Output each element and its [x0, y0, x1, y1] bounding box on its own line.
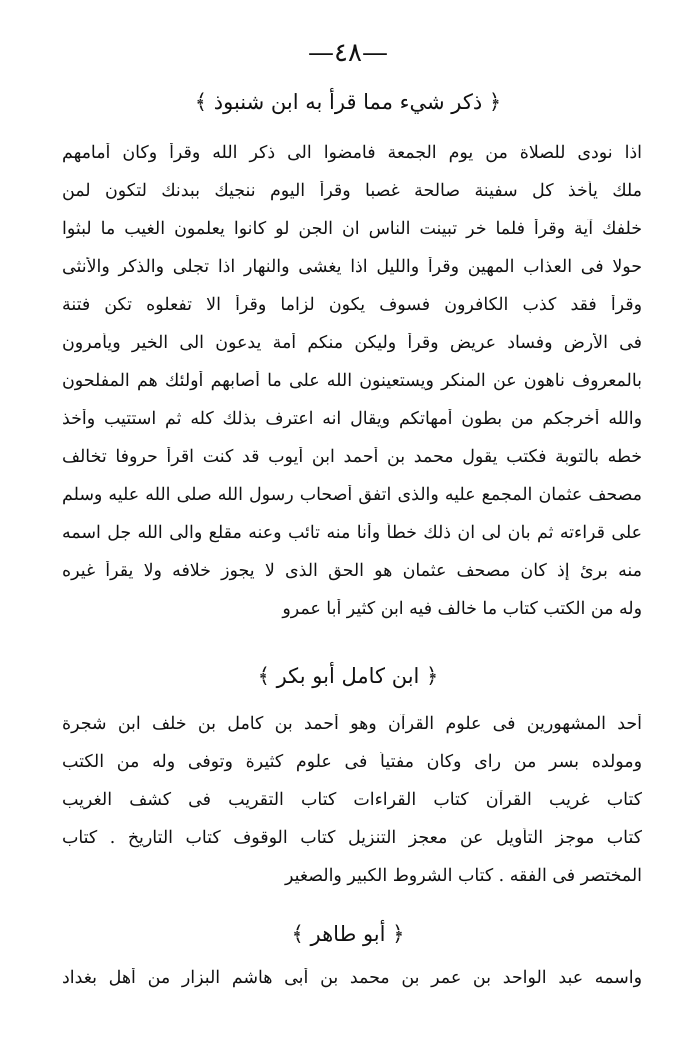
text-line: حولا فى العذاب المهين وقرأ والليل اذا يغشى والنهار اذا تجلى والذكر والأنثى	[62, 257, 642, 277]
text-line: على قراءته ثم بان لى ان ذلك خطأ وأنا منه تائب وعنه مقلع والى الله جل اسمه	[62, 523, 642, 543]
section-heading-ibn-shanbudh: ﴿ ذكر شيء مما قرأ به ابن شنبوذ ﴾	[194, 90, 502, 114]
text-line: والله أخرجكم من بطون أمهاتكم ويقال انه اعترف بذلك كله ثم استتيب وأخذ	[62, 409, 642, 429]
text-line: منه برئ إذ كان مصحف عثمان هو الحق الذى لا يجوز خلافه ولا يقرأ غيره	[62, 561, 642, 581]
text-line: ومولده بسر من راى وكان مفتياً فى علوم كثيرة وتوفى وله من الكتب	[62, 752, 642, 772]
text-line: المختصر فى الفقه . كتاب الشروط الكبير والصغير	[284, 866, 642, 886]
text-line: خطه بالتوبة فكتب يقول محمد بن أحمد ابن أيوب قد كنت اقرأ حروفا تخالف	[62, 447, 642, 467]
text-line: اذا نودى للصلاة من يوم الجمعة فامضوا الى ذكر الله وقرأ وكان أمامهم	[62, 143, 642, 163]
text-line: خلفك آية وقرأ فلما خر تبينت الناس ان الجن لو كانوا يعلمون الغيب ما لبثوا	[62, 219, 642, 239]
text-line: فى الأرض وفساد عريض وقرأ وليكن منكم أمة يدعون الى الخير ويأمرون	[62, 333, 642, 353]
text-line: كتاب موجز التأويل عن معجز التنزيل كتاب الوقوف كتاب التاريخ . كتاب	[62, 828, 642, 848]
text-line: وله من الكتب كتاب ما خالف فيه ابن كثير أبا عمرو	[282, 599, 642, 619]
text-line: مصحف عثمان المجمع عليه والذى اتفق أصحاب رسول الله صلى الله عليه وسلم	[62, 485, 642, 505]
text-line: وقرأ فقد كذب الكافرون فسوف يكون لزاما وقرأ الا تفعلوه تكن فتنة	[62, 295, 642, 315]
text-line: كتاب غريب القرآن كتاب القراءات كتاب التقريب فى كشف الغريب	[62, 790, 642, 810]
text-line: أحد المشهورين فى علوم القرآن وهو أحمد بن كامل بن خلف ابن شجرة	[62, 714, 642, 734]
section-heading-abu-tahir: ﴿ أبو طاهر ﴾	[291, 922, 405, 946]
text-line: ملك يأخذ كل سفينة صالحة غصبا وقرأ اليوم ننجيك ببدنك لتكون لمن	[62, 181, 642, 201]
text-line: واسمه عبد الواحد بن عمر بن محمد بن أبى هاشم البزار من أهل بغداد	[62, 968, 642, 988]
text-line: بالمعروف ناهون عن المنكر ويستعينون الله على ما أصابهم أولئك هم المفلحون	[62, 371, 642, 391]
section-heading-ibn-kamil: ﴿ ابن كامل أبو بكر ﴾	[257, 664, 439, 688]
page-number: —٤٨—	[308, 38, 388, 68]
